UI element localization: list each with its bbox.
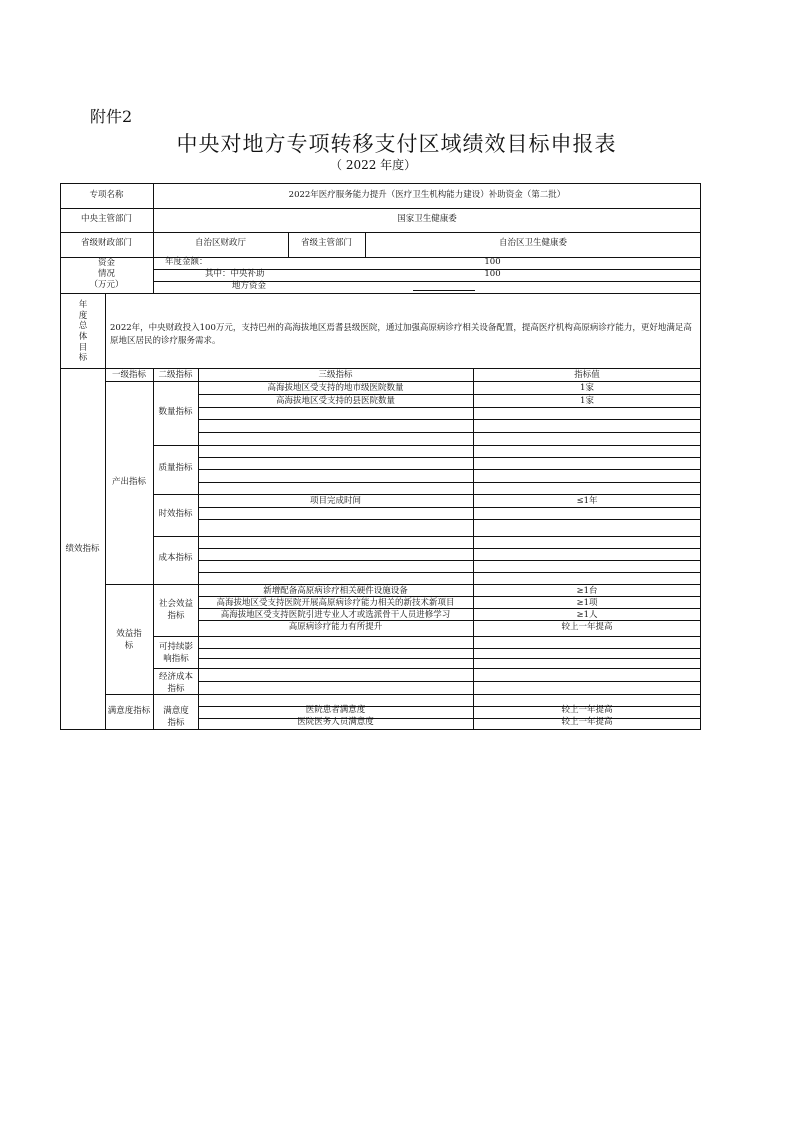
quantity-row-2-name: 高海拔地区受支持的县医院数量 (275, 396, 395, 406)
sustain-label: 可持续影响指标 (158, 642, 193, 664)
col-line (473, 368, 474, 730)
row-line (198, 572, 701, 573)
social-row-2-name: 高海拔地区受支持医院开展高原病诊疗能力相关的新技术新项目 (216, 598, 455, 608)
row-line (60, 257, 701, 258)
annual-amount-label: 年度金额： (165, 257, 208, 267)
prov-dept-value: 自治区卫生健康委 (498, 238, 567, 248)
social-label: 社会效益指标 (158, 599, 193, 621)
local-funds-blank (413, 290, 475, 291)
quantity-label: 数量指标 (158, 407, 193, 417)
satisfaction-row-2-value: 较上一年提高 (561, 717, 613, 727)
central-dept-value: 国家卫生健康委 (397, 214, 457, 224)
funds-label: 资金 情况 （万元） (89, 258, 124, 290)
social-row-3-name: 高海拔地区受支持医院引进专业人才或选派骨干人员进修学习 (220, 610, 451, 620)
row-line (60, 293, 701, 294)
row-line (198, 432, 701, 433)
benefit-label: 效益指标 (116, 629, 142, 651)
row-line (198, 419, 701, 420)
annual-goal-label: 年度总体目标 (78, 300, 88, 364)
quantity-row-2-value: 1家 (580, 396, 594, 406)
col-level2-header: 二级指标 (158, 370, 193, 380)
row-line (153, 494, 701, 495)
central-dept-label: 中央主管部门 (80, 214, 132, 224)
col-value-header: 指标值 (574, 370, 600, 380)
prov-finance-label: 省级财政部门 (80, 238, 132, 248)
col-line (153, 368, 154, 730)
satisfaction-label: 满意度指标 (107, 706, 151, 716)
row-line (60, 232, 701, 233)
cost-label: 成本指标 (158, 553, 193, 563)
quantity-row-1-value: 1家 (580, 383, 594, 393)
social-row-2-value: ≥1项 (576, 598, 598, 608)
project-name-value: 2022年医疗服务能力提升（医疗卫生机构能力建设）补助资金（第二批） (288, 190, 566, 200)
social-row-4-value: 较上一年提高 (561, 622, 613, 632)
row-line (105, 584, 701, 585)
year-label: （ 2022 年度） (330, 158, 417, 172)
social-row-3-value: ≥1人 (576, 610, 598, 620)
col-level1-header: 一级指标 (111, 370, 146, 380)
quality-label: 质量指标 (158, 463, 193, 473)
row-line (198, 394, 701, 395)
row-line (198, 457, 701, 458)
row-line (153, 445, 701, 446)
row-line (198, 469, 701, 470)
social-row-4-name: 高原病诊疗能力有所提升 (288, 622, 383, 632)
row-line (153, 536, 701, 537)
row-line (60, 368, 701, 369)
satisfaction-row-1-name: 医院患者满意度 (305, 705, 366, 715)
row-line (198, 482, 701, 483)
row-line (198, 658, 701, 659)
social-row-1-value: ≥1台 (576, 586, 598, 596)
row-line (198, 648, 701, 649)
row-line (198, 519, 701, 520)
quantity-row-1-name: 高海拔地区受支持的地市级医院数量 (267, 383, 404, 393)
satisfaction-row-1-value: 较上一年提高 (561, 705, 613, 715)
timeliness-row-1-name: 项目完成时间 (309, 496, 361, 506)
satisfaction-sub-label: 满意度指标 (163, 706, 189, 728)
row-line (198, 548, 701, 549)
row-line (198, 407, 701, 408)
page-title: 中央对地方专项转移支付区域绩效目标申报表 (176, 132, 617, 156)
row-line (60, 208, 701, 209)
row-line (105, 381, 701, 382)
annual-amount-value: 100 (484, 257, 501, 267)
project-name-label: 专项名称 (89, 190, 124, 200)
col-line (198, 368, 199, 730)
row-line (198, 681, 701, 682)
attachment-label: 附件2 (90, 107, 133, 126)
central-subsidy-label: 其中：中央补助 (205, 269, 265, 279)
row-line (153, 668, 701, 669)
satisfaction-row-2-name: 医院医务人员满意度 (297, 717, 374, 727)
annual-goal-text: 2022年，中央财政投入100万元，支持巴州的高海拔地区焉耆县级医院，通过加强高原病诊疗相关设备配置，提高医疗机构高原病诊疗能力，更好地满足高原地区居民的诊疗服务需求。 (110, 323, 692, 346)
output-label: 产出指标 (111, 477, 146, 487)
row-line (153, 636, 701, 637)
col-line (105, 293, 106, 368)
row-line (198, 507, 701, 508)
prov-finance-value: 自治区财政厅 (194, 238, 246, 248)
prov-dept-label: 省级主管部门 (300, 238, 352, 248)
social-row-1-name: 新增配备高原病诊疗相关硬件设施设备 (263, 586, 408, 596)
economic-label: 经济成本指标 (158, 672, 193, 694)
timeliness-label: 时效指标 (158, 509, 193, 519)
col-line (105, 368, 106, 730)
row-line (198, 560, 701, 561)
perf-label: 绩效指标 (65, 544, 100, 554)
local-funds-label: 地方资金 (232, 281, 267, 291)
timeliness-row-1-value: ≤1年 (576, 496, 598, 506)
col-level3-header: 三级指标 (318, 370, 353, 380)
central-subsidy-value: 100 (484, 269, 501, 279)
